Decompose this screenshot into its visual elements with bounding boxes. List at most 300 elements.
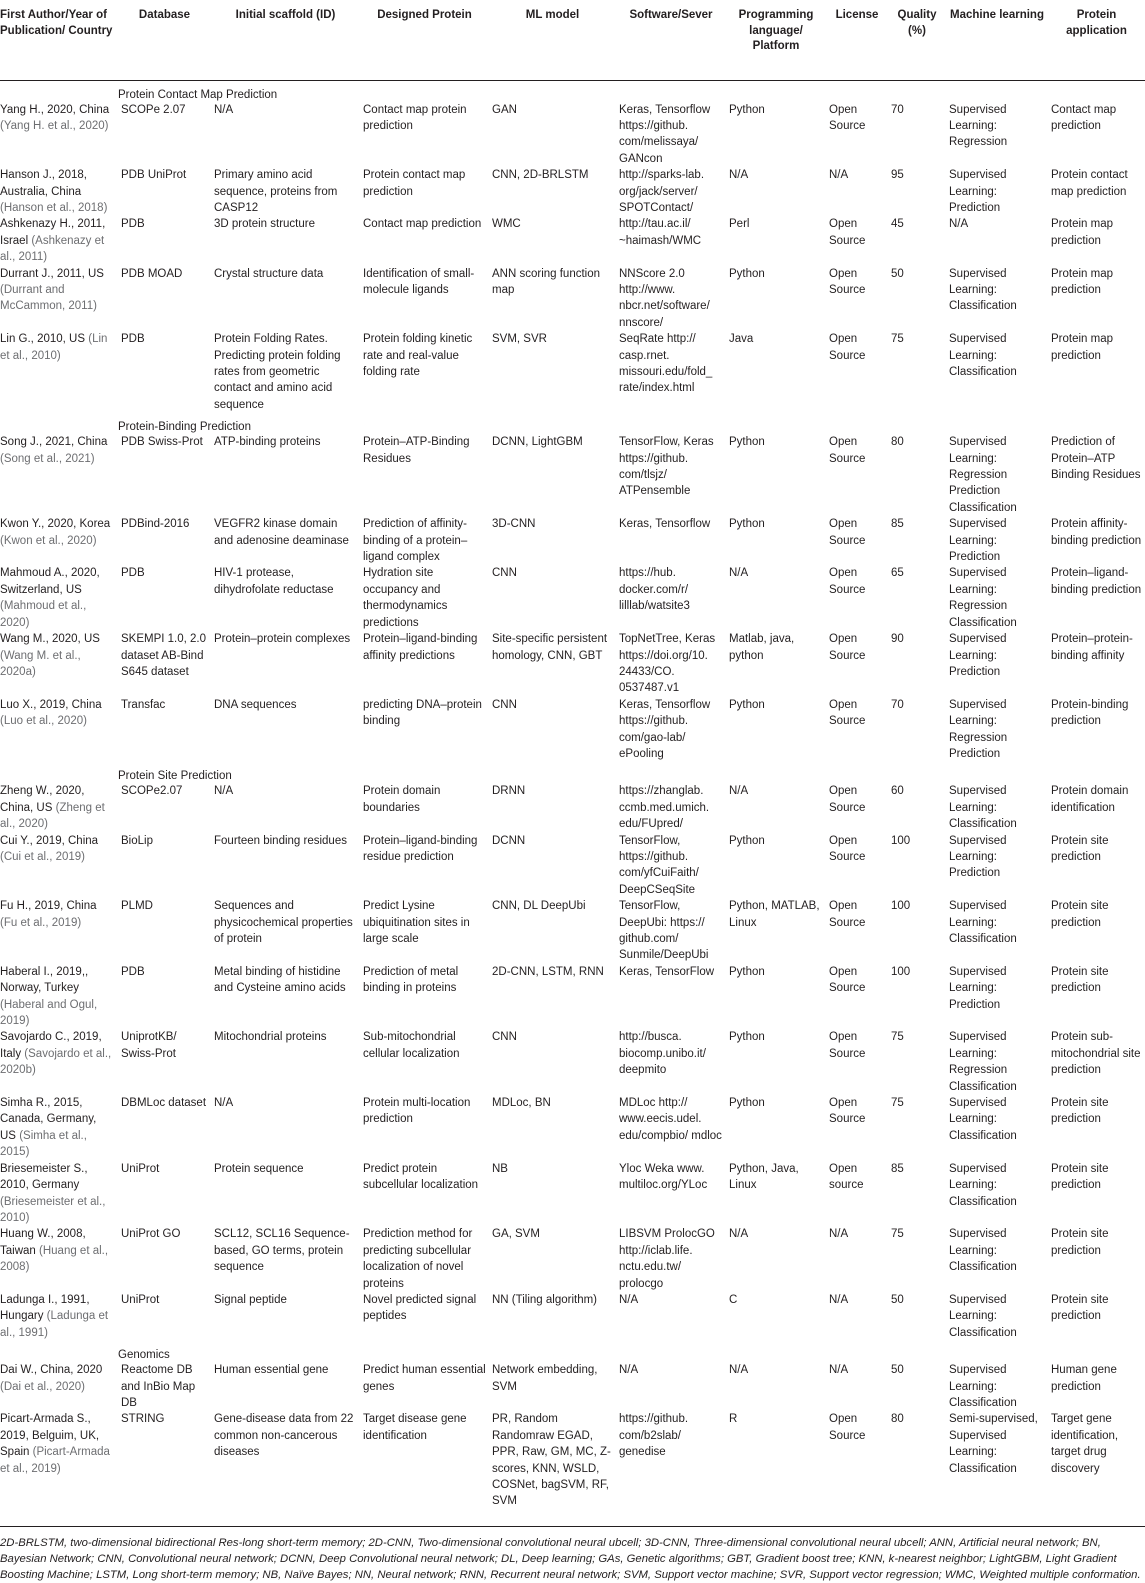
cell-model: NB xyxy=(492,1162,508,1175)
cell-application: Protein site prediction xyxy=(1051,1097,1109,1126)
cell-quality: 85 xyxy=(891,518,904,531)
section-title: Protein Contact Map Prediction xyxy=(118,88,278,101)
section-spacer xyxy=(0,413,118,434)
column-header: Quality (%) xyxy=(888,0,946,80)
cell-quality: 80 xyxy=(888,1411,946,1526)
cell-author xyxy=(0,1411,118,1526)
author-text: Dai W., China, 2020 xyxy=(0,1364,103,1377)
cell-author xyxy=(0,1362,118,1411)
table-row xyxy=(0,1095,1145,1161)
table-header xyxy=(0,0,1145,80)
cell-software: TensorFlow, Keras https://github. com/tlsjz/ ATPensemble xyxy=(619,436,714,498)
cell-quality: 50 xyxy=(891,1293,904,1306)
author-text: Zheng W., 2020, China, US xyxy=(0,785,85,814)
cell-license: Open Source xyxy=(829,785,866,814)
cell-ml: Supervised Learning: Regression Prediction xyxy=(949,698,1008,760)
cell-author xyxy=(0,102,118,168)
cell-model: 3D-CNN xyxy=(492,518,536,531)
citation-link[interactable]: (Song et al., 2021) xyxy=(0,452,95,465)
cell-license: N/A xyxy=(829,1293,849,1306)
cell-software: TopNetTree, Keras https://doi.org/10. 24433/CO. 0537487.v1 xyxy=(619,633,716,695)
citation-link[interactable]: (Savojardo et al., 2020b) xyxy=(0,1047,112,1077)
cell-database: BioLip xyxy=(121,834,153,847)
author-text: Yang H., 2020, China xyxy=(0,103,110,116)
cell-designed: predicting DNA–protein binding xyxy=(363,698,482,728)
cell-software: TensorFlow, DeepUbi: https:// github.com/ Sunmile/DeepUbi xyxy=(619,900,709,962)
cell-author xyxy=(0,1029,118,1095)
cell-license: Open Source xyxy=(829,1097,866,1126)
citation-link[interactable]: (Yang H. et al., 2020) xyxy=(0,119,109,132)
cell-author xyxy=(0,833,118,899)
cell-scaffold: Gene-disease data from 22 common non-cancerous diseases xyxy=(211,1411,360,1526)
cell-database: STRING xyxy=(118,1411,211,1526)
column-header: First Author/Year of Publication/ Country xyxy=(0,0,118,80)
cell-language: Python, MATLAB, Linux xyxy=(729,900,820,929)
table-row xyxy=(0,102,1145,168)
cell-ml: Supervised Learning: Classification xyxy=(949,1162,1017,1208)
cell-model: DRNN xyxy=(492,785,526,798)
cell-quality: 70 xyxy=(891,698,904,711)
cell-author xyxy=(0,1292,118,1341)
table-row xyxy=(0,697,1145,763)
cell-scaffold: HIV-1 protease, dihydrofolate reductase xyxy=(214,567,334,596)
table-row xyxy=(0,898,1145,964)
citation-link[interactable]: (Hanson et al., 2018) xyxy=(0,201,108,214)
cell-license: Open Source xyxy=(829,900,866,929)
cell-ml: Supervised Learning: Regression Classification xyxy=(949,567,1017,629)
cell-quality: 50 xyxy=(891,267,904,280)
author-text: Mahmoud A., 2020, Switzerland, US xyxy=(0,567,100,596)
column-header: Initial scaffold (ID) xyxy=(211,0,360,80)
table-row xyxy=(0,331,1145,413)
table-row xyxy=(0,516,1145,565)
column-header: ML model xyxy=(489,0,616,80)
cell-ml: Supervised Learning: Classification xyxy=(949,1293,1017,1339)
cell-designed: Protein folding kinetic rate and real-value folding rate xyxy=(363,333,473,378)
cell-ml: Supervised Learning: Prediction xyxy=(949,169,1007,214)
table-row xyxy=(0,167,1145,216)
cell-scaffold: N/A xyxy=(214,103,234,116)
cell-designed: Predict Lysine ubiquitination sites in large scale xyxy=(363,900,470,945)
citation-link[interactable]: (Zheng et al., 2020) xyxy=(0,801,105,831)
cell-quality: 75 xyxy=(891,1097,904,1110)
column-header: Software/Sever xyxy=(616,0,726,80)
cell-license: Open source xyxy=(829,1162,864,1192)
cell-ml: Semi-supervised, Supervised Learning: Classification xyxy=(946,1411,1048,1526)
cell-author xyxy=(0,216,118,265)
cell-language: N/A xyxy=(729,1228,749,1241)
cell-language: Python xyxy=(729,267,765,280)
author-text: Fu H., 2019, China xyxy=(0,900,97,913)
citation-link[interactable]: (Haberal and Ogul, 2019) xyxy=(0,998,98,1028)
table-row xyxy=(0,783,1145,832)
cell-ml: Supervised Learning: Prediction xyxy=(949,633,1007,678)
section-header-row xyxy=(0,762,1145,783)
cell-author xyxy=(0,434,118,516)
cell-ml: Supervised Learning: Classification xyxy=(949,267,1017,313)
cell-quality: 80 xyxy=(891,436,904,449)
cell-designed: Protein–ligand-binding affinity predictions xyxy=(363,633,478,662)
author-text: Ladunga I., 1991, Hungary xyxy=(0,1293,90,1323)
cell-model: NN (Tiling algorithm) xyxy=(492,1293,598,1306)
cell-designed: Prediction of metal binding in proteins xyxy=(363,965,459,995)
cell-language: Python xyxy=(729,698,765,711)
cell-scaffold: ATP-binding proteins xyxy=(214,436,321,449)
cell-software: Keras, Tensorflow https://github. com/gao-lab/ ePooling xyxy=(619,698,711,760)
citation-link[interactable]: (Fu et al., 2019) xyxy=(0,916,82,929)
cell-software: https://github. com/b2slab/ genedise xyxy=(616,1411,726,1526)
cell-application: Protein map prediction xyxy=(1051,218,1114,247)
cell-scaffold: Signal peptide xyxy=(214,1293,287,1306)
cell-language: Python xyxy=(729,436,765,449)
cell-author xyxy=(0,167,118,216)
cell-designed: Contact map protein prediction xyxy=(363,103,467,132)
cell-software: Keras, Tensorflow https://github. com/melissaya/ GANcon xyxy=(619,103,711,165)
cell-database: PDB xyxy=(121,218,145,231)
cell-software: http://tau.ac.il/ ~haimash/WMC xyxy=(619,218,702,247)
cell-database: PLMD xyxy=(121,900,153,913)
author-text: Savojardo C., 2019, Italy xyxy=(0,1031,102,1060)
cell-software: N/A xyxy=(619,1364,639,1377)
cell-model: GA, SVM xyxy=(492,1228,540,1241)
cell-license: Open Source xyxy=(829,965,866,995)
author-text: Huang W., 2008, Taiwan xyxy=(0,1228,86,1257)
cell-author xyxy=(0,331,118,413)
cell-ml: Supervised Learning: Classification xyxy=(949,1364,1017,1409)
cell-database: Transfac xyxy=(121,698,166,711)
cell-model: PR, Random Randomraw EGAD, PPR, Raw, GM, MC, Z-scores, KNN, WSLD, COSNet, bagSVM, RF, SVM xyxy=(489,1411,616,1526)
section-spacer xyxy=(0,80,118,102)
cell-author xyxy=(0,1095,118,1161)
cell-language: Python xyxy=(729,518,765,531)
cell-database: UniProt xyxy=(121,1162,160,1175)
cell-application: Protein contact map prediction xyxy=(1051,169,1128,198)
cell-author xyxy=(0,964,118,1030)
cell-license: Open Source xyxy=(829,1031,866,1060)
cell-license: Open Source xyxy=(829,834,866,863)
cell-license: Open Source xyxy=(829,103,866,132)
cell-model: DCNN, LightGBM xyxy=(492,436,583,449)
cell-ml: Supervised Learning: Classification xyxy=(949,1097,1017,1142)
cell-quality: 65 xyxy=(891,567,904,580)
author-text: Picart-Armada S., 2019, Belguim, UK, Spain xyxy=(0,1413,100,1459)
cell-language: Python xyxy=(729,834,765,847)
cell-quality: 70 xyxy=(891,103,904,116)
cell-author xyxy=(0,697,118,763)
cell-model: MDLoc, BN xyxy=(492,1097,551,1110)
cell-scaffold: Fourteen binding residues xyxy=(214,834,347,847)
cell-quality: 100 xyxy=(891,834,911,847)
cell-ml: Supervised Learning: Classification xyxy=(949,900,1017,945)
cell-model: 2D-CNN, LSTM, RNN xyxy=(492,965,604,978)
cell-database: UniprotKB/ Swiss-Prot xyxy=(121,1031,177,1060)
citation-link[interactable]: (Luo et al., 2020) xyxy=(0,715,87,728)
cell-database: Reactome DB and InBio Map DB xyxy=(121,1364,196,1409)
cell-model: GAN xyxy=(492,103,517,116)
cell-author xyxy=(0,565,118,631)
cell-license: N/A xyxy=(829,169,849,182)
cell-designed: Predict human essential genes xyxy=(363,1364,486,1393)
cell-scaffold: Metal binding of histidine and Cysteine amino acids xyxy=(214,965,346,995)
cell-language: Python xyxy=(729,103,765,116)
cell-software: Keras, TensorFlow xyxy=(619,965,715,978)
cell-license: Open Source xyxy=(829,218,866,247)
cell-software: http://sparks-lab. org/jack/server/ SPOTContact/ xyxy=(619,169,705,214)
cell-software: N/A xyxy=(619,1293,639,1306)
citation-link[interactable]: (Picart-Armada et al., 2019) xyxy=(0,1446,110,1475)
cell-application: Target gene identification, target drug discovery xyxy=(1048,1411,1145,1526)
column-header: Protein application xyxy=(1048,0,1145,80)
cell-software: SeqRate http:// casp.rnet. missouri.edu/fold_ rate/index.html xyxy=(619,333,713,395)
cell-software: Keras, Tensorflow xyxy=(619,518,711,531)
cell-ml: Supervised Learning: Regression Prediction Classification xyxy=(949,436,1017,514)
citation-link[interactable]: (Mahmoud et al., 2020) xyxy=(0,600,87,629)
cell-ml: Supervised Learning: Prediction xyxy=(949,518,1007,564)
cell-language: N/A xyxy=(729,785,749,798)
cell-language: Matlab, java, python xyxy=(729,633,795,662)
table-row xyxy=(0,266,1145,332)
cell-language: Python xyxy=(729,965,765,978)
cell-database: PDB xyxy=(121,965,145,978)
table-row xyxy=(0,1292,1145,1341)
cell-designed: Prediction method for predicting subcellular localization of novel proteins xyxy=(363,1228,473,1290)
section-header-row xyxy=(0,1341,1145,1362)
section-spacer xyxy=(0,762,118,783)
section-header-row xyxy=(0,80,1145,102)
table-row xyxy=(0,1362,1145,1411)
cell-database: PDB UniProt xyxy=(121,169,187,182)
cell-language: N/A xyxy=(729,1364,749,1377)
cell-author xyxy=(0,266,118,332)
cell-language: N/A xyxy=(729,567,749,580)
cell-ml: Supervised Learning: Prediction xyxy=(949,965,1007,1011)
column-header: Programming language/ Platform xyxy=(726,0,826,80)
cell-scaffold: N/A xyxy=(214,785,234,798)
table-row xyxy=(0,216,1145,265)
cell-software: https://hub. docker.com/r/ lilllab/watsite3 xyxy=(619,567,690,613)
cell-application: Protein–ligand-binding prediction xyxy=(1051,567,1142,596)
cell-database: PDB Swiss-Prot xyxy=(121,436,203,449)
table-row xyxy=(0,434,1145,516)
citation-link[interactable]: (Ladunga et al., 1991) xyxy=(0,1310,109,1339)
cell-quality: 50 xyxy=(891,1364,904,1377)
cell-author xyxy=(0,898,118,964)
cell-quality: 75 xyxy=(891,1228,904,1241)
author-text: Durrant J., 2011, US xyxy=(0,267,104,280)
cell-database: PDBind-2016 xyxy=(121,518,190,531)
cell-model: CNN xyxy=(492,567,517,580)
cell-database: PDB xyxy=(121,567,145,580)
cell-designed: Protein contact map prediction xyxy=(363,169,466,198)
cell-author xyxy=(0,783,118,832)
cell-scaffold: Protein sequence xyxy=(214,1162,304,1175)
cell-model: Site-specific persistent homology, CNN, GBT xyxy=(492,633,608,662)
citation-link[interactable]: (Dai et al., 2020) xyxy=(0,1380,86,1393)
cell-scaffold: Sequences and physicochemical properties of protein xyxy=(214,900,353,945)
cell-license: Open Source xyxy=(829,567,866,596)
cell-license: Open Source xyxy=(829,518,866,547)
column-header: Machine learning xyxy=(946,0,1048,80)
cell-author xyxy=(0,631,118,697)
table-row xyxy=(0,833,1145,899)
cell-language: Java xyxy=(729,333,754,346)
cell-designed: Prediction of affinity-binding of a protein–ligand complex xyxy=(363,518,468,564)
cell-model: DCNN xyxy=(492,834,526,847)
cell-license: Open Source xyxy=(829,333,866,362)
cell-quality: 100 xyxy=(891,965,911,978)
author-text: Lin G., 2010, US xyxy=(0,333,86,346)
cell-ml: Supervised Learning: Prediction xyxy=(949,834,1007,880)
citation-link[interactable]: (Lin et al., 2010) xyxy=(0,333,108,362)
cell-database: PDB MOAD xyxy=(121,267,183,280)
cell-quality: 90 xyxy=(891,633,904,646)
citation-link[interactable]: (Huang et al., 2008) xyxy=(0,1244,109,1274)
cell-application: Protein domain identification xyxy=(1051,785,1129,814)
cell-scaffold: Primary amino acid sequence, proteins from CASP12 xyxy=(214,169,338,214)
cell-scaffold: SCL12, SCL16 Sequence-based, GO terms, protein sequence xyxy=(214,1228,350,1274)
table-body xyxy=(0,80,1145,1526)
table-row xyxy=(0,1411,1145,1526)
table-row xyxy=(0,1029,1145,1095)
cell-application: Protein map prediction xyxy=(1051,267,1114,296)
cell-designed: Protein multi-location prediction xyxy=(363,1097,471,1126)
cell-quality: 60 xyxy=(891,785,904,798)
table-row xyxy=(0,1161,1145,1227)
author-text: Simha R., 2015, Canada, Germany, US xyxy=(0,1097,97,1142)
citation-link[interactable]: (Ashkenazy et al., 2011) xyxy=(0,234,105,264)
cell-license: N/A xyxy=(829,1364,849,1377)
cell-quality: 95 xyxy=(891,169,904,182)
cell-application: Protein site prediction xyxy=(1051,1293,1109,1323)
cell-license: Open Source xyxy=(826,1411,888,1526)
cell-designed: Predict protein subcellular localization xyxy=(363,1162,479,1192)
cell-designed: Protein–ATP-Binding Residues xyxy=(363,436,470,465)
cell-scaffold: Mitochondrial proteins xyxy=(214,1031,327,1044)
cell-model: CNN, DL DeepUbi xyxy=(492,900,586,913)
cell-quality: 75 xyxy=(891,1031,904,1044)
cell-application: Protein–protein-binding affinity xyxy=(1051,633,1133,662)
cell-scaffold: VEGFR2 kinase domain and adenosine deaminase xyxy=(214,518,349,547)
cell-software: MDLoc http:// www.eecis.udel. edu/compbio/ mdloc xyxy=(619,1097,722,1142)
cell-quality: 85 xyxy=(891,1162,904,1175)
cell-designed: Hydration site occupancy and thermodynamics predictions xyxy=(363,567,448,629)
author-text: Ashkenazy H., 2011, Israel xyxy=(0,218,106,247)
cell-scaffold: 3D protein structure xyxy=(214,218,315,231)
author-text: Kwon Y., 2020, Korea xyxy=(0,518,111,531)
cell-license: Open Source xyxy=(829,698,866,728)
cell-application: Protein site prediction xyxy=(1051,900,1109,929)
cell-language: Python, Java, Linux xyxy=(729,1162,799,1192)
cell-quality: 75 xyxy=(891,333,904,346)
cell-language: Python xyxy=(729,1031,765,1044)
cell-software: NNScore 2.0 http://www. nbcr.net/software/ nnscore/ xyxy=(619,267,710,329)
cell-language: Python xyxy=(729,1097,765,1110)
column-header: Database xyxy=(118,0,211,80)
cell-model: Network embedding, SVM xyxy=(492,1364,598,1393)
citation-link[interactable]: (Wang M. et al., 2020a) xyxy=(0,649,81,678)
cell-license: Open Source xyxy=(829,633,866,662)
cell-designed: Novel predicted signal peptides xyxy=(363,1293,477,1323)
author-text: Cui Y., 2019, China xyxy=(0,834,99,847)
cell-ml: Supervised Learning: Classification xyxy=(949,1228,1017,1274)
citation-link[interactable]: (Durrant and McCammon, 2011) xyxy=(0,283,97,313)
author-text: Haberal I., 2019,, Norway, Turkey xyxy=(0,965,89,995)
cell-language: N/A xyxy=(729,169,749,182)
column-header: License xyxy=(826,0,888,80)
cell-ml: N/A xyxy=(949,218,969,231)
cell-scaffold: Protein Folding Rates. Predicting protein folding rates from geometric contact and amino acid sequence xyxy=(214,333,341,411)
cell-application: Protein affinity-binding prediction xyxy=(1051,518,1142,547)
section-title: Genomics xyxy=(118,1349,170,1362)
cell-author xyxy=(0,516,118,565)
citation-link[interactable]: (Simha et al., 2015) xyxy=(0,1129,87,1159)
author-text: Luo X., 2019, China xyxy=(0,698,102,711)
cell-application: Protein site prediction xyxy=(1051,965,1109,995)
table-row xyxy=(0,631,1145,697)
cell-application: Protein-binding prediction xyxy=(1051,698,1129,728)
cell-software: LIBSVM ProlocGO http://iclab.life. nctu.edu.tw/ prolocgo xyxy=(619,1228,715,1290)
cell-database: SCOPe 2.07 xyxy=(121,103,186,116)
section-spacer xyxy=(0,1341,118,1362)
cell-license: Open Source xyxy=(829,267,866,296)
author-text: Briesemeister S., 2010, Germany xyxy=(0,1162,88,1192)
cell-application: Protein site prediction xyxy=(1051,1228,1109,1257)
cell-application: Contact map prediction xyxy=(1051,103,1117,132)
cell-application: Human gene prediction xyxy=(1051,1364,1117,1393)
cell-application: Prediction of Protein–ATP Binding Residues xyxy=(1051,436,1141,482)
cell-quality: 45 xyxy=(891,218,904,231)
cell-application: Protein sub-mitochondrial site prediction xyxy=(1051,1031,1141,1077)
cell-scaffold: Crystal structure data xyxy=(214,267,324,280)
cell-language: R xyxy=(726,1411,826,1526)
cell-software: https://zhanglab. ccmb.med.umich. edu/FUpred/ xyxy=(619,785,710,831)
cell-designed: Contact map prediction xyxy=(363,218,482,231)
cell-model: ANN scoring function map xyxy=(492,267,601,296)
cell-model: CNN xyxy=(492,698,517,711)
table-row xyxy=(0,1226,1145,1292)
cell-license: N/A xyxy=(829,1228,849,1241)
cell-software: http://busca. biocomp.unibo.it/ deepmito xyxy=(619,1031,706,1077)
cell-database: PDB xyxy=(121,333,145,346)
cell-model: WMC xyxy=(492,218,521,231)
cell-database: UniProt GO xyxy=(121,1228,181,1241)
column-header: Designed Protein xyxy=(360,0,489,80)
cell-designed: Target disease gene identification xyxy=(360,1411,489,1526)
cell-database: SKEMPI 1.0, 2.0 dataset AB-Bind S645 dataset xyxy=(121,633,207,678)
citation-link[interactable]: (Kwon et al., 2020) xyxy=(0,534,97,547)
cell-application: Protein map prediction xyxy=(1051,333,1114,362)
citation-link[interactable]: (Cui et al., 2019) xyxy=(0,850,86,863)
cell-license: Open Source xyxy=(829,436,866,465)
cell-ml: Supervised Learning: Classification xyxy=(949,785,1017,831)
section-header-row xyxy=(0,413,1145,434)
cell-language: C xyxy=(729,1293,738,1306)
cell-scaffold: Human essential gene xyxy=(214,1364,329,1377)
cell-designed: Protein domain boundaries xyxy=(363,785,441,814)
author-text: Hanson J., 2018, Australia, China xyxy=(0,169,87,198)
cell-designed: Sub-mitochondrial cellular localization xyxy=(363,1031,460,1060)
section-title: Protein-Binding Prediction xyxy=(118,421,251,434)
cell-database: DBMLoc dataset xyxy=(121,1097,207,1110)
table-footnote: 2D-BRLSTM, two-dimensional bidirectional Res-long short-term memory; 2D-CNN, Two-dimensional convolutional neural ubcell; 3D-CNN, Three-dimensional convolutional neural ubcell; ANN, Artificial neural network; BN, Bayesian Network; CNN, Convolutional neural network; DCNN, Deep Convolutional neural network; DL, Deep learning; GAs, Genetic algorithms; GBT, Gradient boost tree; KNN, k-nearest neighbor; LightGBM, Light Gradient Boosting Machine; LSTM, Long short-term memory; NB, Naïve Bayes; NN, Neural network; RNN, Recurrent neural network; SVM, Support vector machine; SVR, Support vector regression; WMC, Weighted multiple conformation. xyxy=(0,1536,1141,1582)
cell-database: SCOPe2.07 xyxy=(121,785,183,798)
cell-quality: 100 xyxy=(891,900,911,913)
table-row xyxy=(0,565,1145,631)
cell-ml: Supervised Learning: Classification xyxy=(949,333,1017,378)
cell-designed: Protein–ligand-binding residue prediction xyxy=(363,834,478,863)
citation-link[interactable]: (Briesemeister et al., 2010) xyxy=(0,1195,106,1224)
cell-model: CNN xyxy=(492,1031,517,1044)
